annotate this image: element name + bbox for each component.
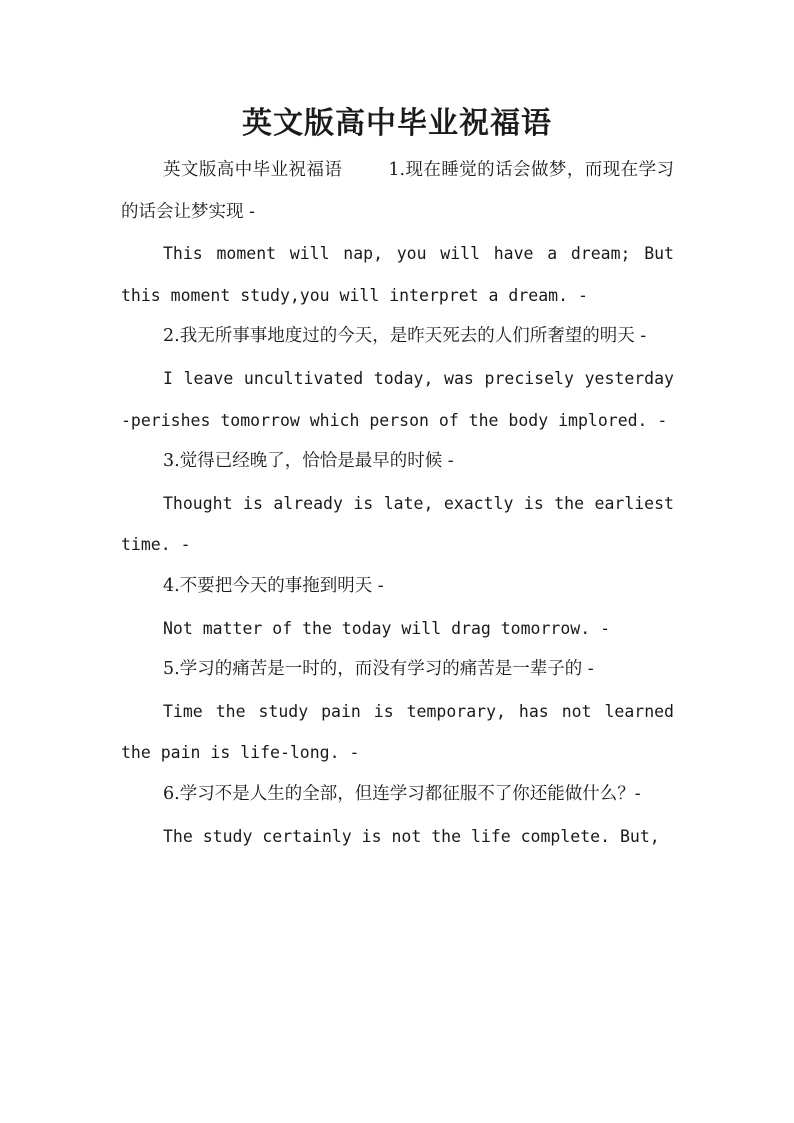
- paragraph: This moment will nap, you will have a dream; But this moment study,you will interpret a dream. -: [121, 244, 674, 305]
- paragraph: 5.学习的痛苦是一时的，而没有学习的痛苦是一辈子的 -: [163, 659, 594, 680]
- intro-label: 英文版高中毕业祝福语: [163, 160, 343, 180]
- document-title: 英文版高中毕业祝福语: [242, 106, 552, 141]
- paragraph: I leave uncultivated today, was precisely yesterday -perishes tomorrow which person of the body implored. -: [121, 368, 674, 430]
- paragraph: Thought is already is late, exactly is the earliest time. -: [121, 493, 674, 555]
- paragraph-intro: [121, 150, 674, 233]
- paragraph: Time the study pain is temporary, has not learned the pain is life-long. -: [121, 701, 674, 763]
- intro-first-item: 1.现在睡觉的话会做梦，而现在学习的话会让梦实现 -: [121, 160, 675, 222]
- paragraph: 4.不要把今天的事拖到明天 -: [163, 575, 384, 596]
- paragraph: 3.觉得已经晚了，恰恰是最早的时候 -: [163, 451, 454, 472]
- document-body: [121, 150, 674, 857]
- paragraph: Not matter of the today will drag tomorrow. -: [163, 618, 611, 638]
- paragraph: The study certainly is not the life complete. But,: [163, 826, 660, 846]
- paragraph: 2.我无所事事地度过的今天，是昨天死去的人们所奢望的明天 -: [163, 326, 647, 347]
- paragraph: 6.学习不是人生的全部，但连学习都征服不了你还能做什么？-: [163, 783, 641, 804]
